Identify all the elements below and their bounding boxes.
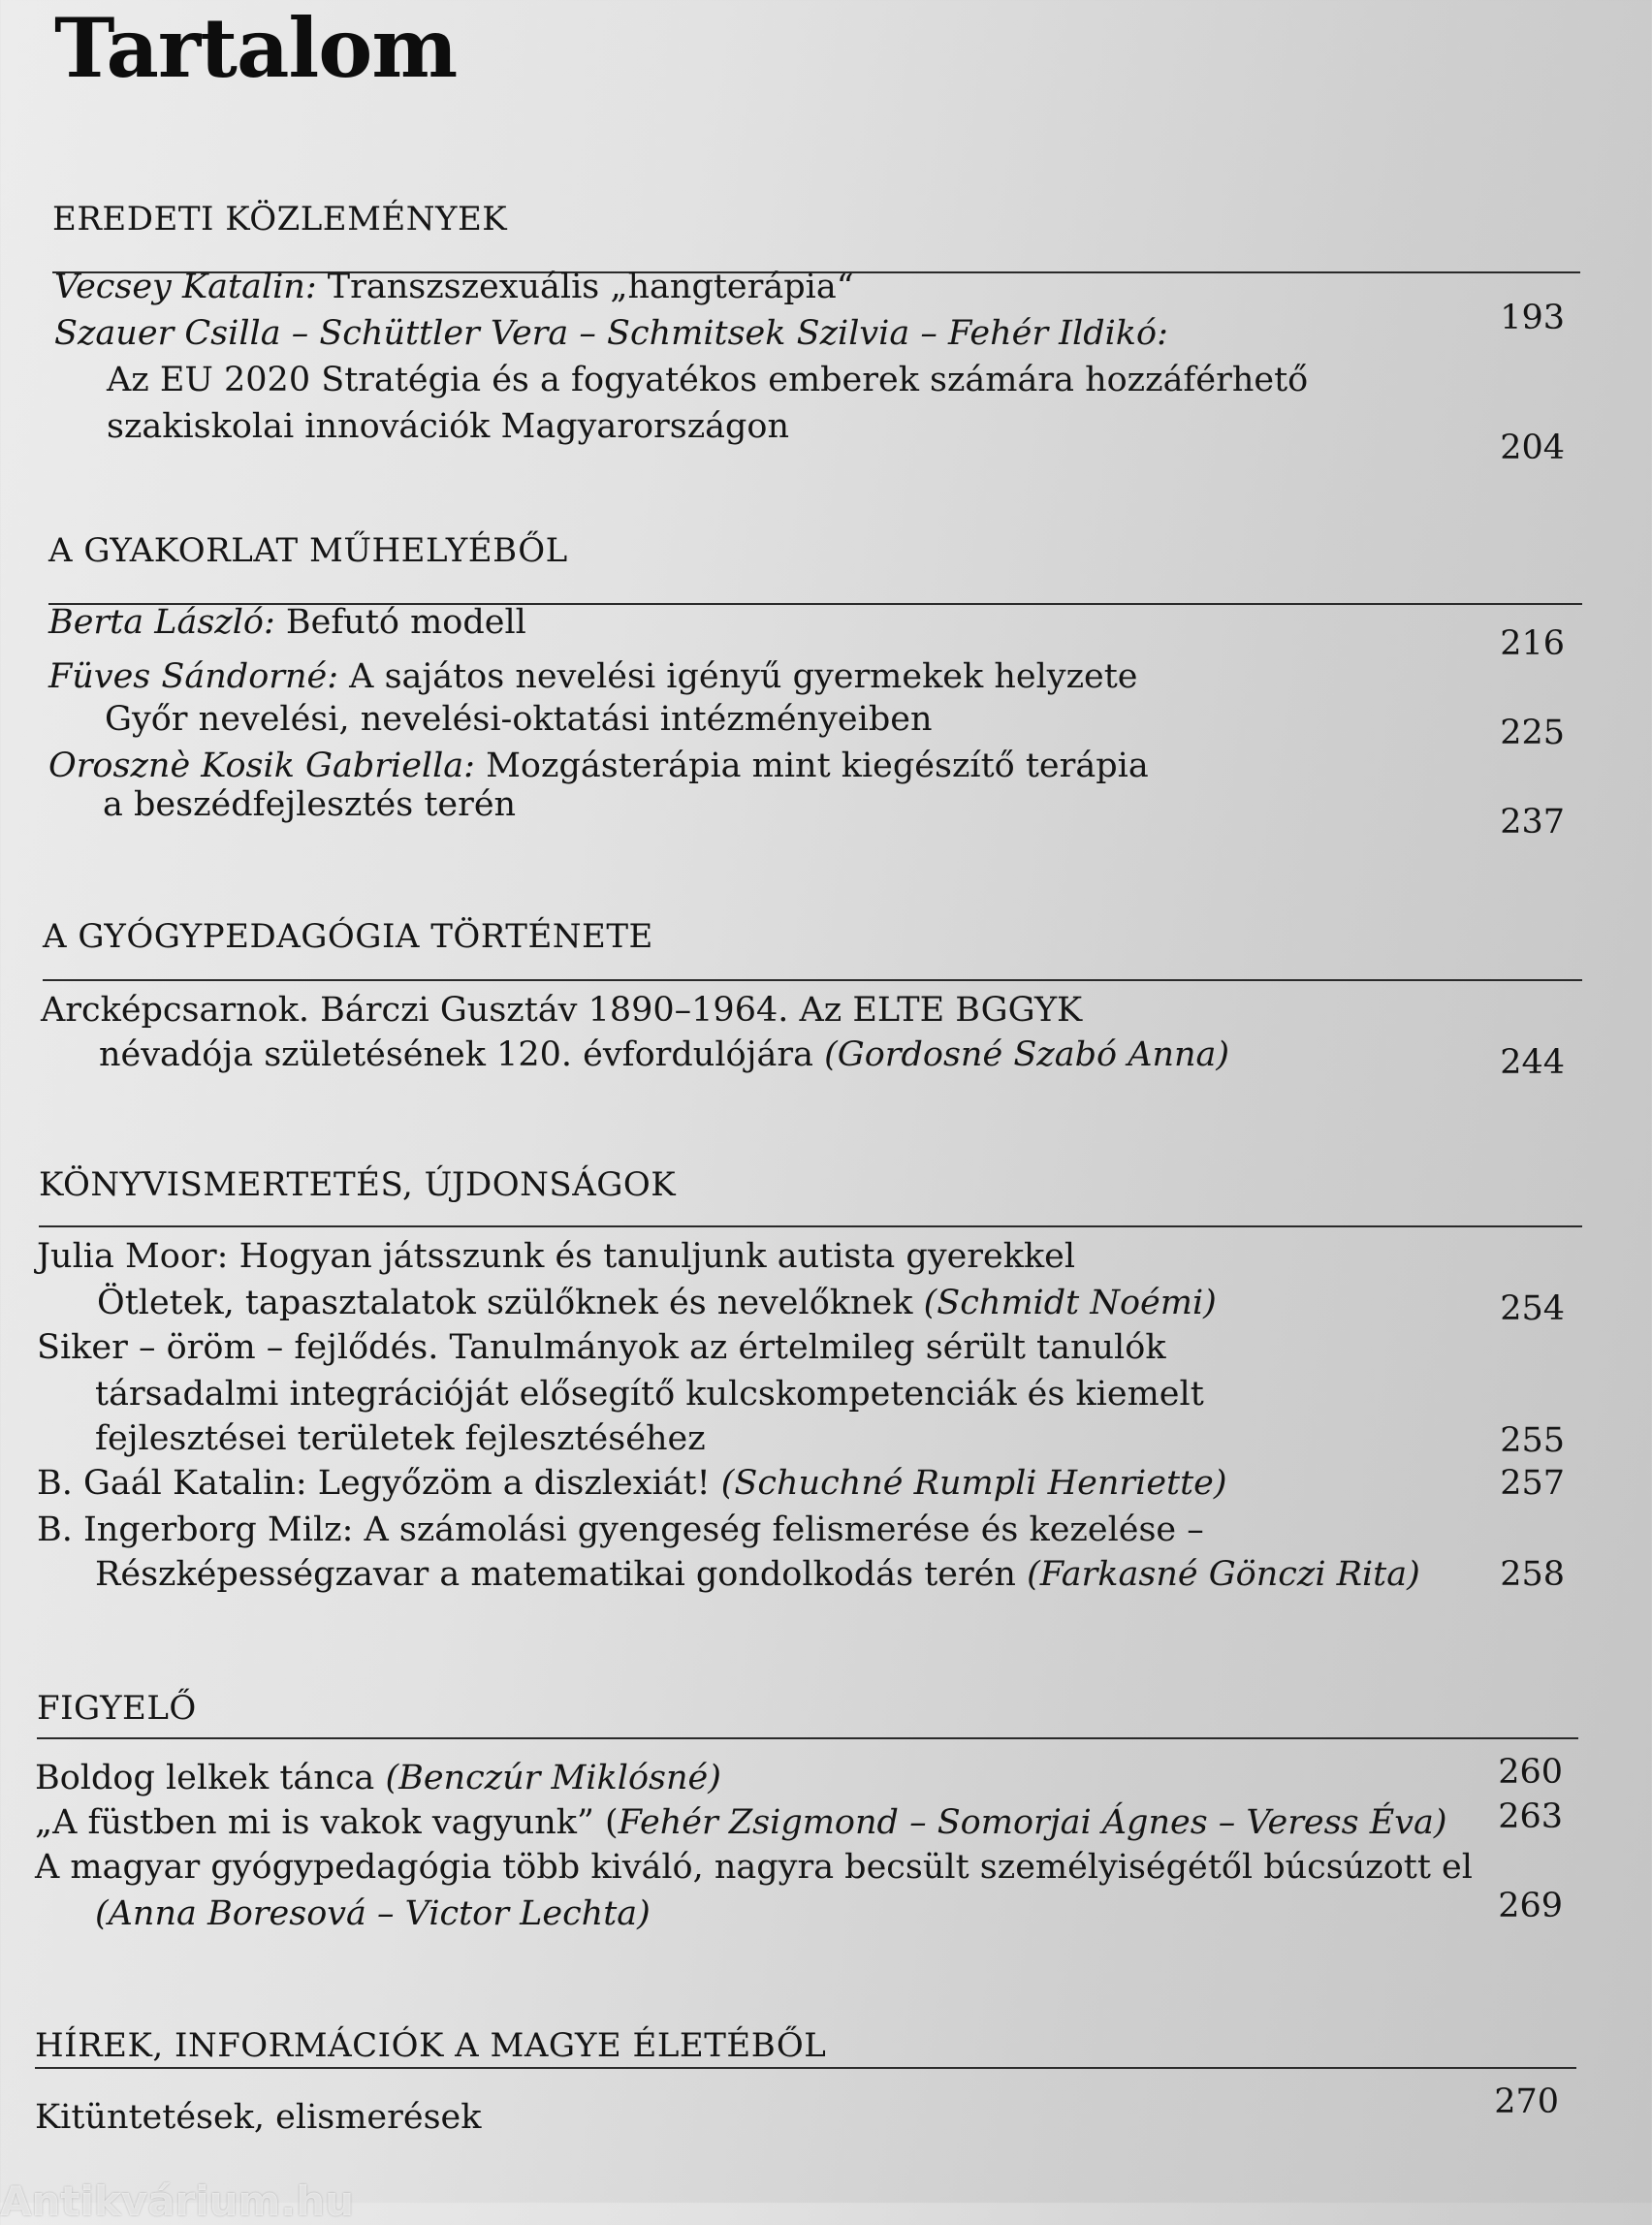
page-number: 258 <box>1500 1555 1565 1594</box>
page-number: 260 <box>1498 1753 1563 1792</box>
entry-title: A magyar gyógypedagógia több kiváló, nagyra becsült személyiségétől búcsúzott el <box>35 1848 1473 1887</box>
entry-title-line: Részképességzavar a matematikai gondolkodás terén <box>95 1555 1016 1594</box>
toc-entry[interactable] <box>35 2096 481 2139</box>
page-number: 257 <box>1500 1464 1565 1503</box>
page-number: 193 <box>1500 299 1565 337</box>
entry-author: Füves Sándorné: <box>48 657 339 696</box>
entry-title: B. Ingerborg Milz: A számolási gyengeség felismerése és kezelése – <box>37 1510 1204 1549</box>
entry-title: A sajátos nevelési igényű gyermekek helyzete <box>338 657 1138 696</box>
section-heading: FIGYELŐ <box>37 1689 197 1728</box>
entry-title: „A füstben mi is vakok vagyunk” ( <box>35 1803 619 1842</box>
entry-reviewer: Fehér Zsigmond – Somorjai Ágnes – Veress Éva) <box>618 1803 1447 1842</box>
entry-title-line: Ötletek, tapasztalatok szülőknek és nevelőknek <box>97 1284 913 1322</box>
toc-entry[interactable] <box>48 745 1149 787</box>
toc-entry[interactable] <box>54 266 854 308</box>
entry-title-line: társadalmi integrációját elősegítő kulcskompetenciák és kiemelt <box>95 1375 1204 1414</box>
toc-entry[interactable] <box>41 989 1082 1032</box>
entry-title: Kitüntetések, elismerések <box>35 2098 482 2137</box>
toc-entry[interactable] <box>37 1509 1204 1551</box>
section-rule <box>43 979 1582 981</box>
entry-title-line <box>95 1553 1420 1596</box>
entry-title-line <box>99 1033 1229 1076</box>
page-number: 244 <box>1500 1043 1565 1082</box>
section-heading: A GYAKORLAT MŰHELYÉBŐL <box>48 531 568 570</box>
toc-entry[interactable] <box>37 1235 1075 1278</box>
page-number: 255 <box>1500 1421 1565 1460</box>
page-number: 216 <box>1500 624 1565 663</box>
toc-entry[interactable] <box>35 1846 1473 1889</box>
page-number: 263 <box>1498 1797 1563 1836</box>
entry-title-line: Győr nevelési, nevelési-oktatási intézményeiben <box>105 700 933 739</box>
entry-title: Transzszexuális „hangterápia“ <box>316 268 854 306</box>
entry-title: Siker – öröm – fejlődés. Tanulmányok az értelmileg sérült tanulók <box>37 1328 1166 1367</box>
entry-title-line: névadója születésének 120. évfordulójára <box>99 1035 813 1074</box>
entry-title-line: fejlesztései területek fejlesztéséhez <box>95 1419 706 1458</box>
entry-title: Boldog lelkek tánca <box>35 1759 375 1797</box>
section-heading: EREDETI KÖZLEMÉNYEK <box>52 200 508 238</box>
toc-entry[interactable] <box>48 601 526 644</box>
section-heading: A GYÓGYPEDAGÓGIA TÖRTÉNETE <box>43 917 653 956</box>
page-title: Tartalom <box>54 0 458 96</box>
entry-author: Berta László: <box>48 603 275 642</box>
section-heading: KÖNYVISMERTETÉS, ÚJDONSÁGOK <box>39 1165 677 1204</box>
entry-reviewer: (Schuchné Rumpli Henriette) <box>720 1464 1227 1503</box>
entry-title: Arcképcsarnok. Bárczi Gusztáv 1890–1964. Az ELTE BGGYK <box>41 991 1083 1030</box>
entry-reviewer: (Farkasné Gönczi Rita) <box>1027 1555 1420 1594</box>
entry-title: Befutó modell <box>274 603 526 642</box>
watermark: Antikvárium.hu <box>0 2177 355 2225</box>
page-number: 254 <box>1500 1289 1565 1328</box>
entry-title-line: Az EU 2020 Stratégia és a fogyatékos emberek számára hozzáférhető <box>107 361 1309 399</box>
entry-title-line: a beszédfejlesztés terén <box>103 785 517 824</box>
entry-title: B. Gaál Katalin: Legyőzöm a diszlexiát! <box>37 1464 711 1503</box>
toc-entry[interactable] <box>48 655 1138 698</box>
entry-title: Mozgásterápia mint kiegészítő terápia <box>474 747 1149 785</box>
entry-author: Szauer Csilla – Schüttler Vera – Schmitsek Szilvia – Fehér Ildikó: <box>54 314 1168 353</box>
entry-title-line <box>95 1417 706 1460</box>
page-number: 237 <box>1500 803 1565 842</box>
entry-reviewer: (Benczúr Miklósné) <box>385 1759 721 1797</box>
toc-entry[interactable] <box>35 1757 721 1799</box>
page-number: 269 <box>1498 1887 1563 1925</box>
toc-entry[interactable] <box>54 312 1168 355</box>
entry-title-line <box>97 1282 1217 1324</box>
entry-author: Vecsey Katalin: <box>54 268 317 306</box>
toc-entry[interactable] <box>37 1462 1227 1505</box>
section-rule <box>37 1737 1578 1739</box>
page-number: 270 <box>1494 2082 1559 2121</box>
page-number: 225 <box>1500 714 1565 752</box>
section-rule <box>35 2067 1576 2069</box>
entry-reviewer: (Schmidt Noémi) <box>923 1284 1217 1322</box>
section-rule <box>39 1225 1582 1227</box>
entry-author: Orosznè Kosik Gabriella: <box>48 747 475 785</box>
entry-title-line <box>95 1892 651 1935</box>
section-heading: HÍREK, INFORMÁCIÓK A MAGYE ÉLETÉBŐL <box>35 2026 827 2065</box>
entry-reviewer: (Gordosné Szabó Anna) <box>824 1035 1230 1074</box>
entry-title: Julia Moor: Hogyan játsszunk és tanuljunk autista gyerekkel <box>37 1237 1076 1276</box>
entry-title-line: szakiskolai innovációk Magyarországon <box>107 407 790 446</box>
toc-entry[interactable] <box>35 1801 1447 1844</box>
entry-reviewer: (Anna Boresová – Victor Lechta) <box>95 1894 651 1933</box>
page-number: 204 <box>1500 429 1565 467</box>
toc-entry[interactable] <box>37 1326 1166 1369</box>
